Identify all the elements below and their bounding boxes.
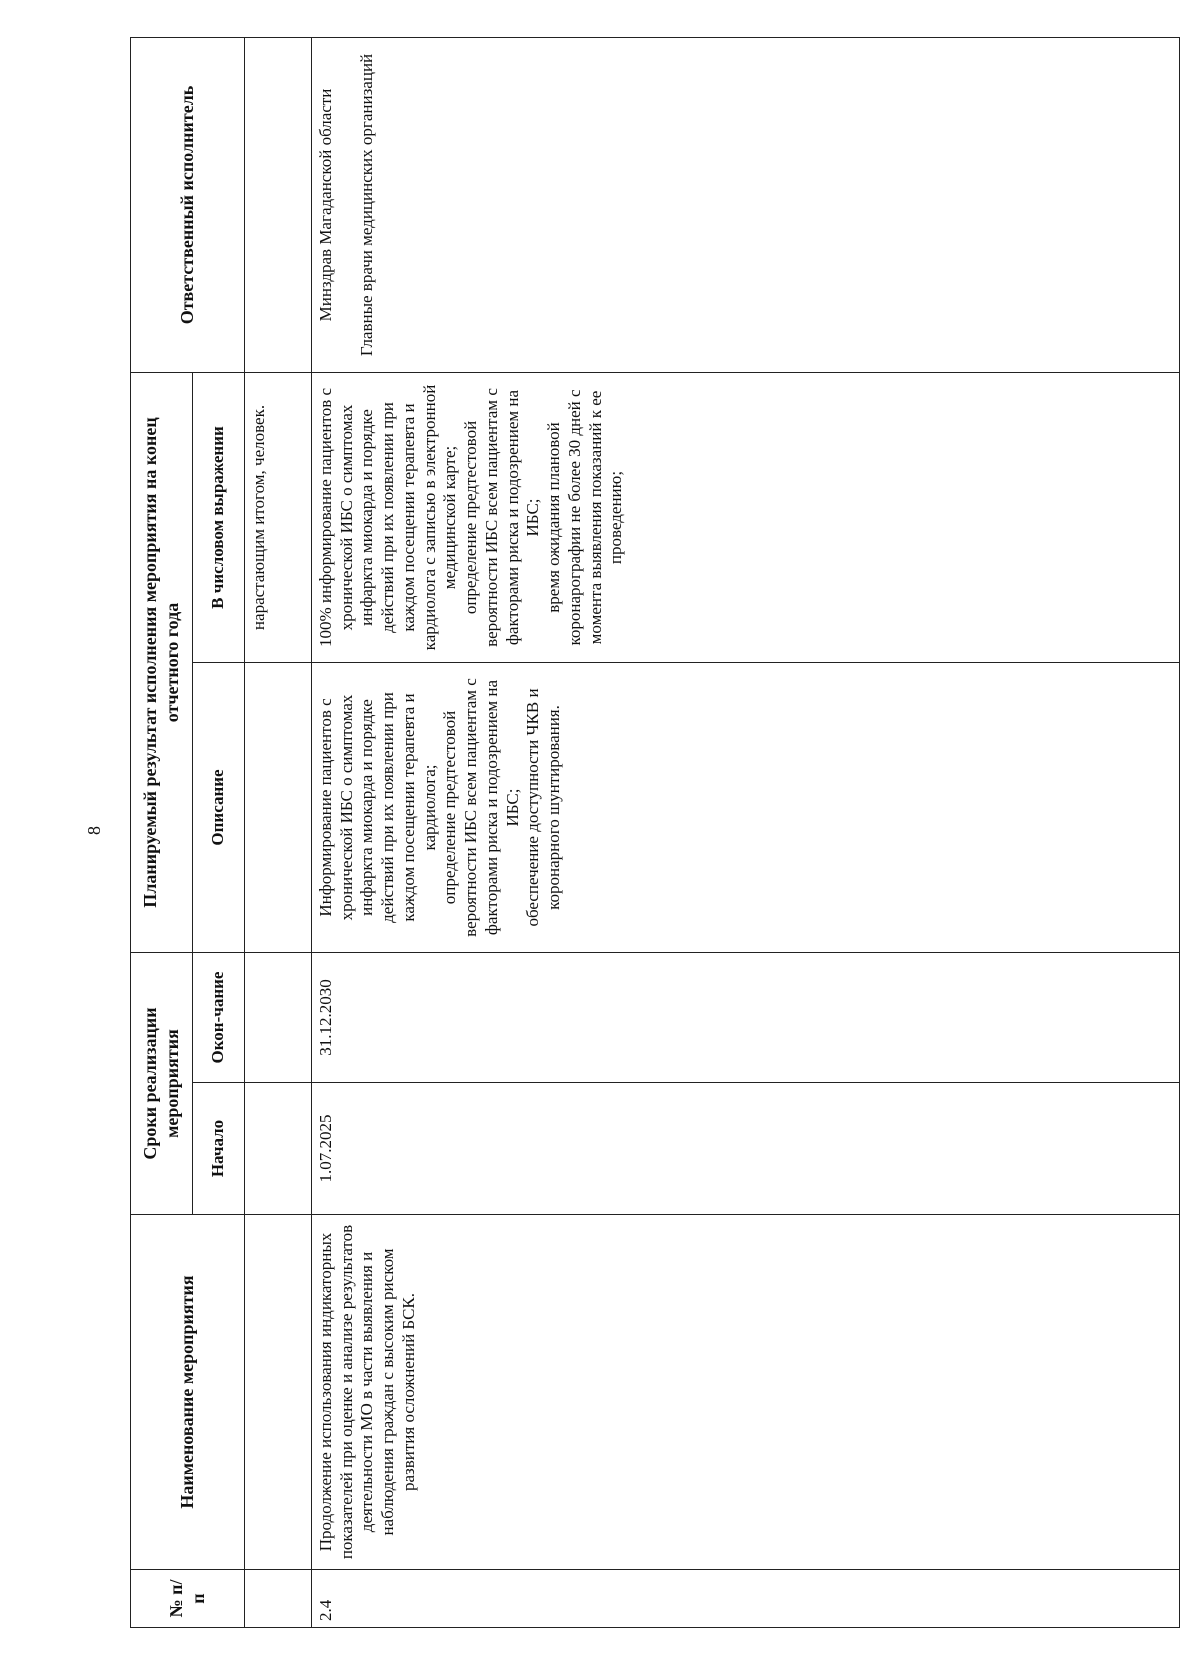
continuation-row — [245, 37, 312, 1627]
cont-name — [245, 1215, 312, 1570]
cont-start — [245, 1083, 312, 1215]
row-responsible: Минздрав Магаданской области Главные врачи медицинских организаций — [312, 37, 1180, 372]
header-end: Окон-чание — [193, 953, 245, 1083]
row-name: Продолжение использования индикаторных показателей при оценке и анализе результатов деятельности МО в части выявления и наблюдения граждан с высоким риском развития осложнений БСК. — [312, 1215, 1180, 1570]
header-result: Планируемый результат исполнения мероприятия на конец отчетного года — [131, 372, 193, 952]
cont-responsible — [245, 37, 312, 372]
document-table-rotated — [130, 38, 1180, 1628]
header-name: Наименование мероприятия — [131, 1215, 245, 1570]
header-start: Начало — [193, 1083, 245, 1215]
cont-numeric: нарастающим итогом, человек. — [245, 372, 312, 662]
header-desc: Описание — [193, 663, 245, 953]
cont-end — [245, 953, 312, 1083]
row-numeric: 100% информирование пациентов с хронической ИБС о симптомах инфаркта миокарда и порядке действий при их появлении при каждом посещении терапевта и кардиолога с записью в электронной медицинской карте; определение предтестовой вероятности ИБС всем пациентам с факторами риска и подозрением на ИБС; время ожидания плановой коронарографии не более 30 дней с момента выявления показаний к ее проведению; — [312, 372, 1180, 662]
row-start: 1.07.2025 — [312, 1083, 1180, 1215]
header-numeric: В числовом выражении — [193, 372, 245, 662]
row-end: 31.12.2030 — [312, 953, 1180, 1083]
header-responsible: Ответственный исполнитель — [131, 37, 245, 372]
row-num: 2.4 — [312, 1570, 1180, 1628]
header-terms: Сроки реализации мероприятия — [131, 953, 193, 1215]
row-desc: Информирование пациентов с хронической ИБС о симптомах инфаркта миокарда и порядке действий при их появлении при каждом посещении терапевта и кардиолога; определение предтестовой вероятности ИБС всем пациентам с факторами риска и подозрением на ИБС; обеспечение доступности ЧКВ и коронарного шунтирования. — [312, 663, 1180, 953]
table-row-2-4 — [312, 37, 1180, 1627]
header-num: № п/п — [131, 1570, 245, 1628]
cont-desc — [245, 663, 312, 953]
page-number: 8 — [84, 826, 104, 835]
measures-table — [130, 37, 1180, 1628]
cont-num — [245, 1570, 312, 1628]
